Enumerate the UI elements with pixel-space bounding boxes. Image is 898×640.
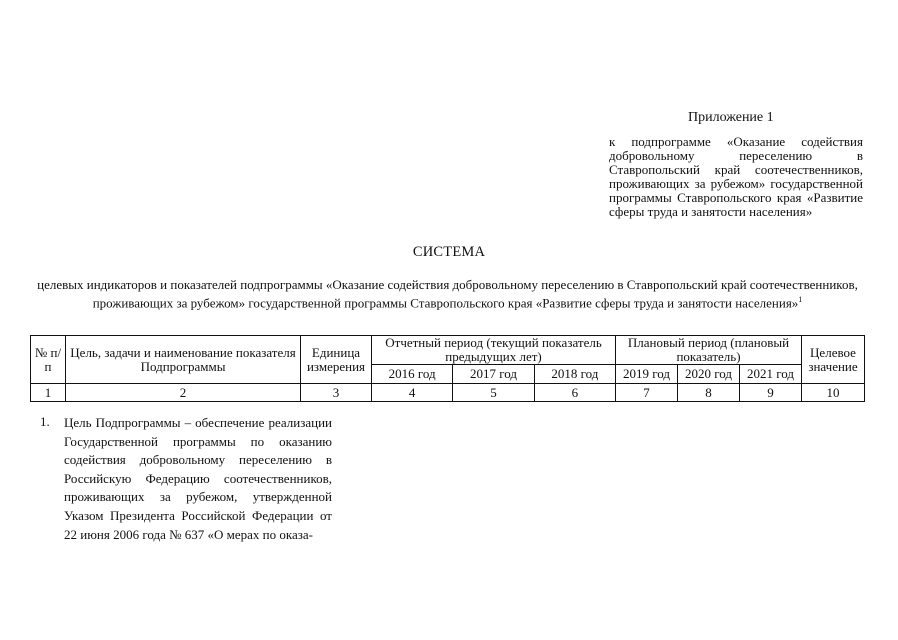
col-number: 8 <box>677 384 739 402</box>
header-target: Целевое значение <box>802 336 865 384</box>
col-number: 4 <box>372 384 453 402</box>
indicators-table <box>30 335 865 402</box>
year-2018: 2018 год <box>534 365 615 384</box>
col-number: 3 <box>301 384 372 402</box>
year-2017: 2017 год <box>453 365 534 384</box>
column-number-row <box>31 384 865 402</box>
footnote-mark: 1 <box>798 294 803 304</box>
col-number: 10 <box>802 384 865 402</box>
document-subtitle-text: целевых индикаторов и показателей подпрограммы «Оказание содействия добровольному переселению в Ставропольский край соотечественников, проживающих за рубежом» государственной программы Ставропольского края «Развитие сферы труда и занятости населения» <box>37 277 858 310</box>
col-number: 5 <box>453 384 534 402</box>
header-reporting-period: Отчетный период (текущий показатель предыдущих лет) <box>372 336 616 365</box>
document-title: СИСТЕМА <box>412 244 486 260</box>
row-number: 1. <box>40 414 50 429</box>
header-goal: Цель, задачи и наименование показателя Подпрограммы <box>66 336 301 384</box>
year-2016: 2016 год <box>372 365 453 384</box>
col-number: 9 <box>739 384 801 402</box>
appendix-text: к подпрограмме «Оказание содействия добровольному переселению в Ставропольский край соотечественников, проживающих за рубежом» государственной программы Ставропольского края «Развитие сферы труда и занятости населения» <box>609 134 863 219</box>
col-number: 2 <box>66 384 301 402</box>
col-number: 1 <box>31 384 66 402</box>
col-number: 6 <box>534 384 615 402</box>
document-subtitle <box>30 278 865 310</box>
header-unit: Единица измерения <box>301 336 372 384</box>
col-number: 7 <box>616 384 678 402</box>
year-2020: 2020 год <box>677 365 739 384</box>
header-planned-period: Плановый период (плановый показатель) <box>616 336 802 365</box>
appendix-title: Приложение 1 <box>688 110 774 125</box>
year-2019: 2019 год <box>616 365 678 384</box>
row-goal-text: Цель Подпрограммы – обеспечение реализации Государственной программы по оказанию содействия добровольному переселению в Российскую Федерацию соотечественников, проживающих за рубежом, утвержденной Указом Президента Российской Федерации от 22 июня 2006 года № 637 «О мерах по оказа- <box>64 415 332 542</box>
header-row-1 <box>31 336 865 365</box>
header-num: № п/п <box>31 336 66 384</box>
year-2021: 2021 год <box>739 365 801 384</box>
